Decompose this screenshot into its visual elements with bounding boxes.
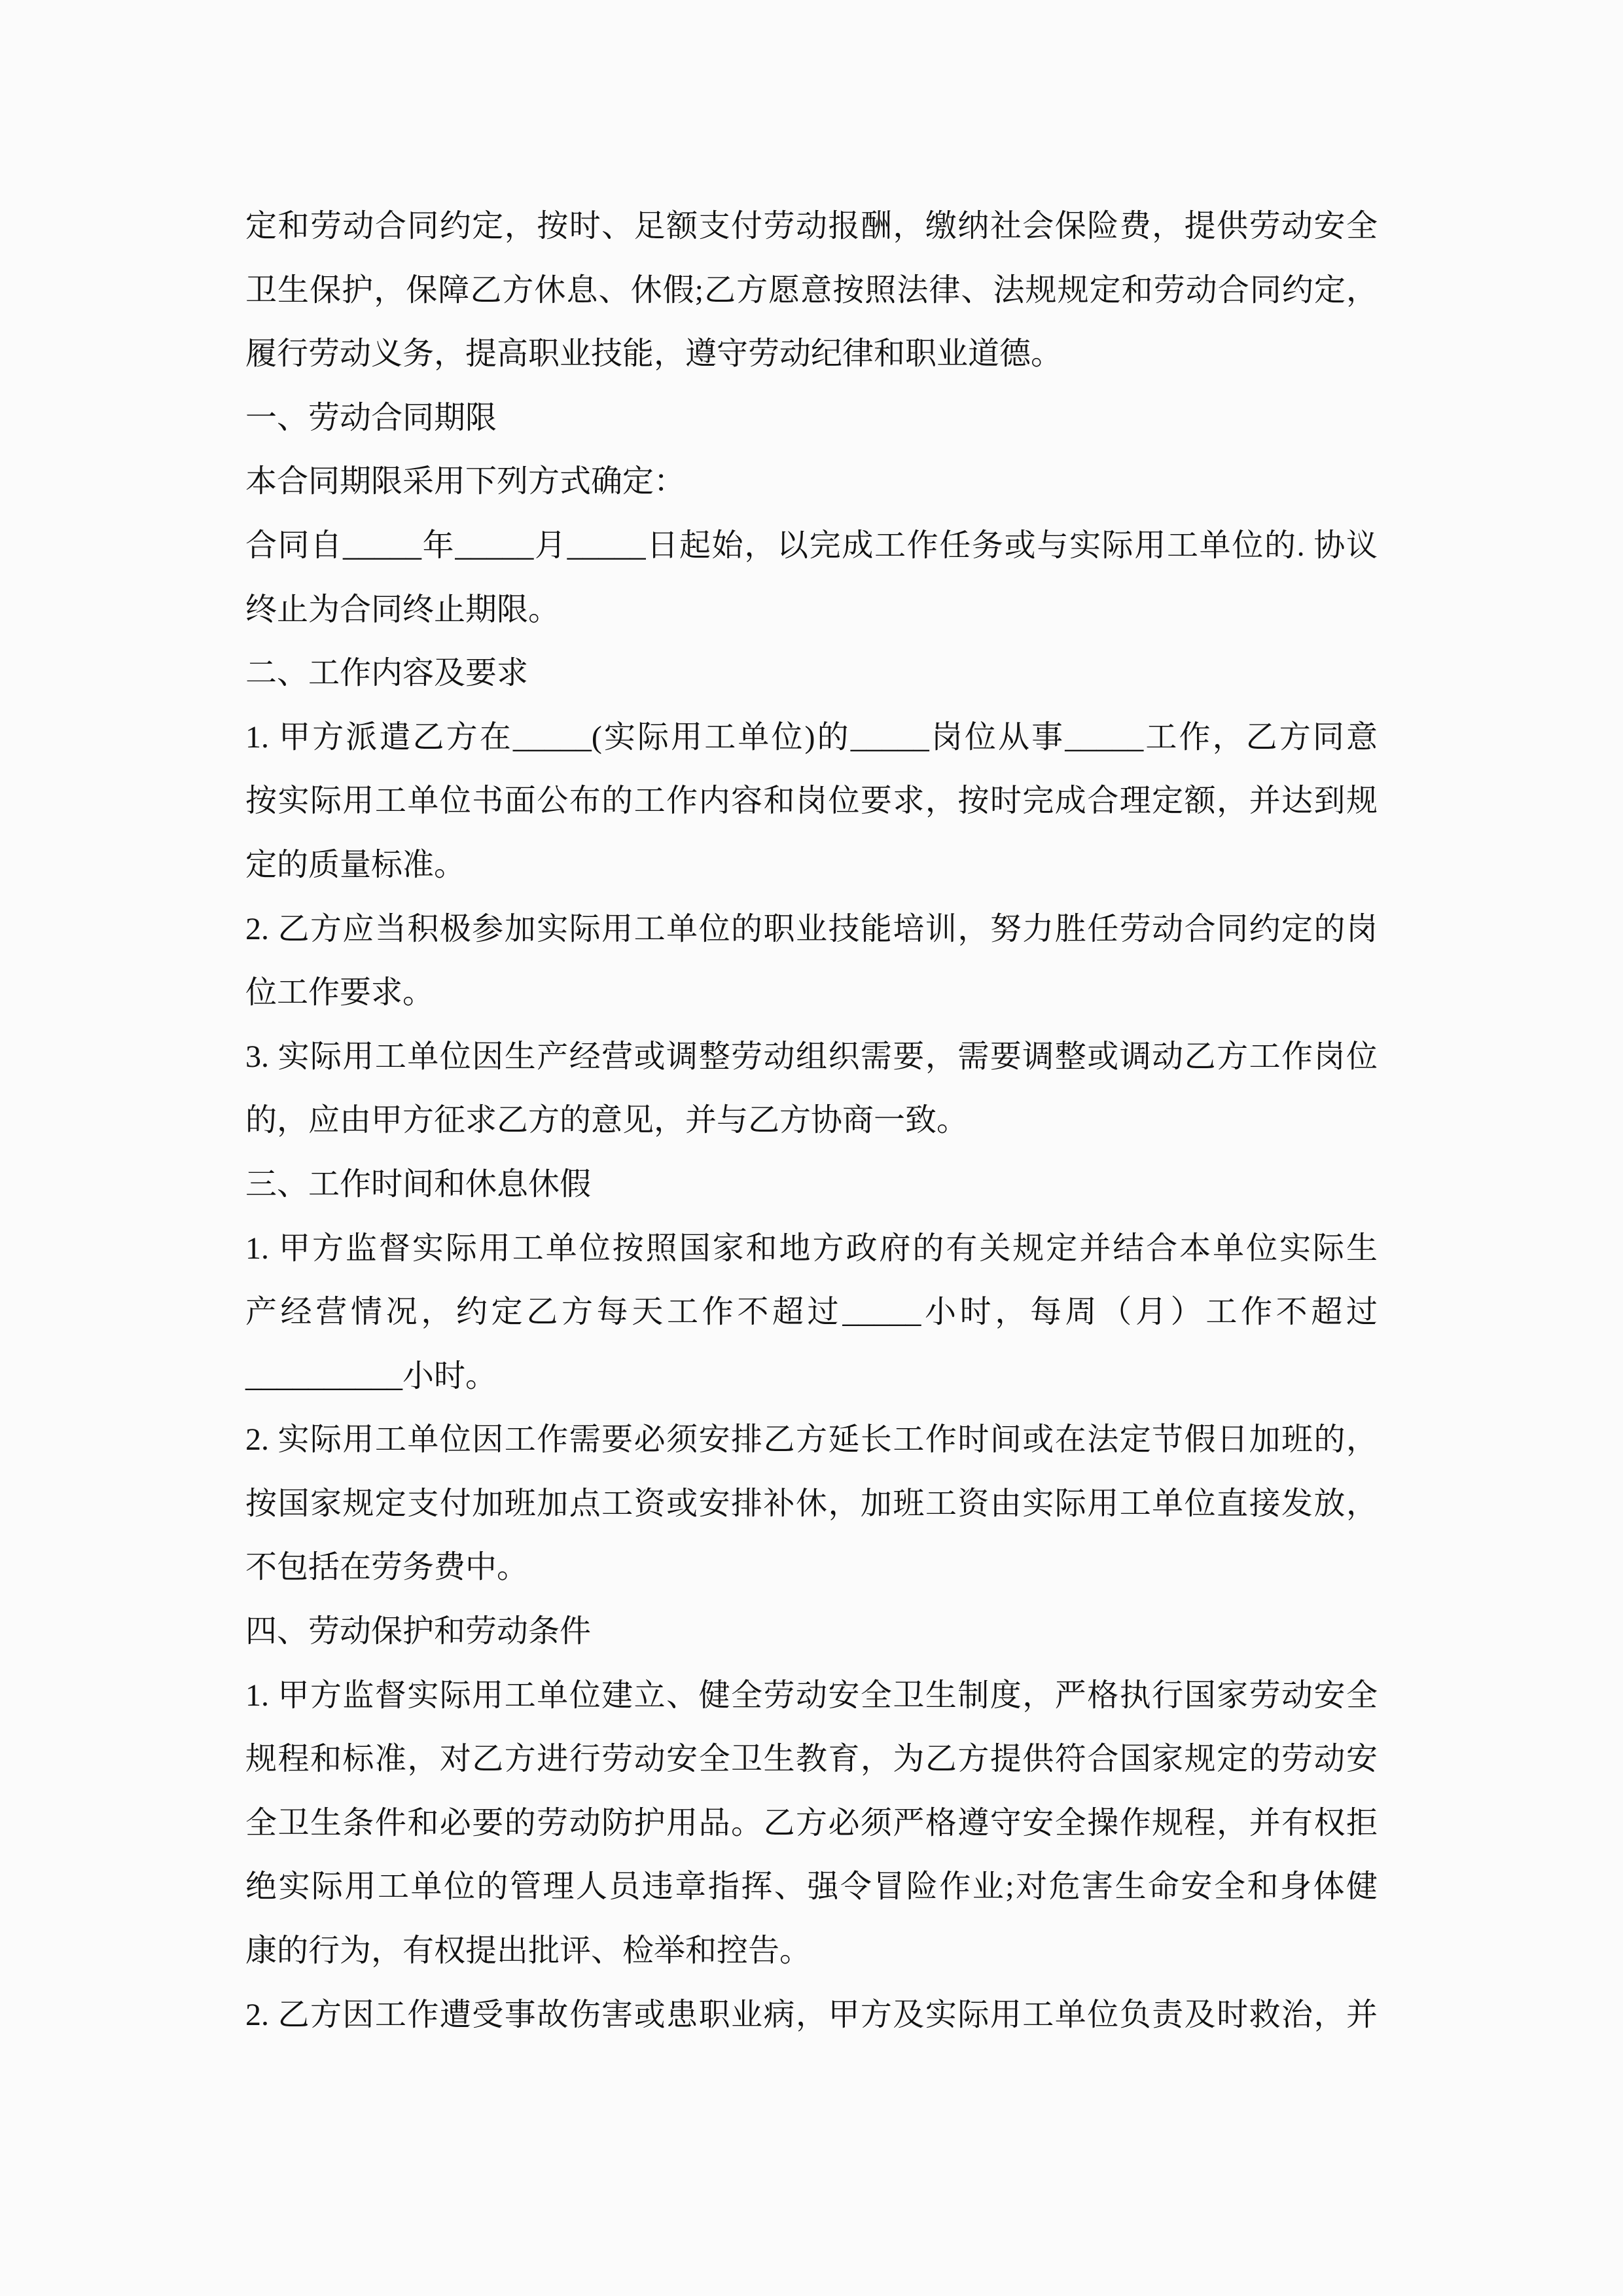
doc-line: 全卫生条件和必要的劳动防护用品。乙方必须严格遵守安全操作规程，并有权拒 <box>245 1805 1378 1840</box>
doc-line: 康的行为，有权提出批评、检举和控告。 <box>245 1933 812 1969</box>
doc-line: 规程和标准，对乙方进行劳动安全卫生教育，为乙方提供符合国家规定的劳动安 <box>245 1742 1378 1777</box>
doc-line: 位工作要求。 <box>245 975 435 1011</box>
doc-line-blank: __________小时。 <box>245 1358 497 1393</box>
doc-line: 绝实际用工单位的管理人员违章指挥、强令冒险作业;对危害生命安全和身体健 <box>245 1869 1378 1905</box>
doc-line: 定和劳动合同约定，按时、足额支付劳动报酬，缴纳社会保险费，提供劳动安全 <box>245 209 1378 243</box>
doc-line: 定的质量标准。 <box>245 847 466 882</box>
doc-line: 2. 乙方应当积极参加实际用工单位的职业技能培训，努力胜任劳动合同约定的岗 <box>245 911 1378 946</box>
doc-line: 按国家规定支付加班加点工资或安排补休，加班工资由实际用工单位直接发放， <box>245 1486 1378 1521</box>
doc-line-blank: 合同自_____年_____月_____日起始，以完成工作任务或与实际用工单位的. 协议 <box>245 528 1378 563</box>
doc-line: 不包括在劳务费中。 <box>245 1550 529 1585</box>
section-3-heading: 三、工作时间和休息休假 <box>245 1166 592 1202</box>
section-4-heading: 四、劳动保护和劳动条件 <box>245 1614 592 1649</box>
doc-line-blank: 产经营情况，约定乙方每天工作不超过_____小时，每周（月）工作不超过 <box>245 1295 1378 1330</box>
doc-line: 按实际用工单位书面公布的工作内容和岗位要求，按时完成合理定额，并达到规 <box>245 783 1378 819</box>
doc-line: 终止为合同终止期限。 <box>245 592 560 627</box>
doc-line: 的，应由甲方征求乙方的意见，并与乙方协商一致。 <box>245 1103 969 1138</box>
section-1-heading: 一、劳动合同期限 <box>245 400 497 435</box>
doc-line: 1. 甲方监督实际用工单位建立、健全劳动安全卫生制度，严格执行国家劳动安全 <box>245 1677 1378 1713</box>
doc-line-blank: 1. 甲方派遣乙方在_____(实际用工单位)的_____岗位从事_____工作，乙方同意 <box>245 719 1378 755</box>
doc-line: 卫生保护，保障乙方休息、休假;乙方愿意按照法律、法规规定和劳动合同约定， <box>245 272 1378 308</box>
doc-line: 履行劳动义务，提高职业技能，遵守劳动纪律和职业道德。 <box>245 336 1063 372</box>
doc-line: 2. 实际用工单位因工作需要必须安排乙方延长工作时间或在法定节假日加班的， <box>245 1422 1378 1458</box>
doc-line: 本合同期限采用下列方式确定： <box>245 464 686 499</box>
doc-line: 3. 实际用工单位因生产经营或调整劳动组织需要，需要调整或调动乙方工作岗位 <box>245 1039 1378 1074</box>
section-2-heading: 二、工作内容及要求 <box>245 656 529 691</box>
doc-line: 2. 乙方因工作遭受事故伤害或患职业病，甲方及实际用工单位负责及时救治，并 <box>245 1997 1378 2032</box>
contract-text-block <box>245 194 1378 2047</box>
doc-line: 1. 甲方监督实际用工单位按照国家和地方政府的有关规定并结合本单位实际生 <box>245 1230 1378 1266</box>
